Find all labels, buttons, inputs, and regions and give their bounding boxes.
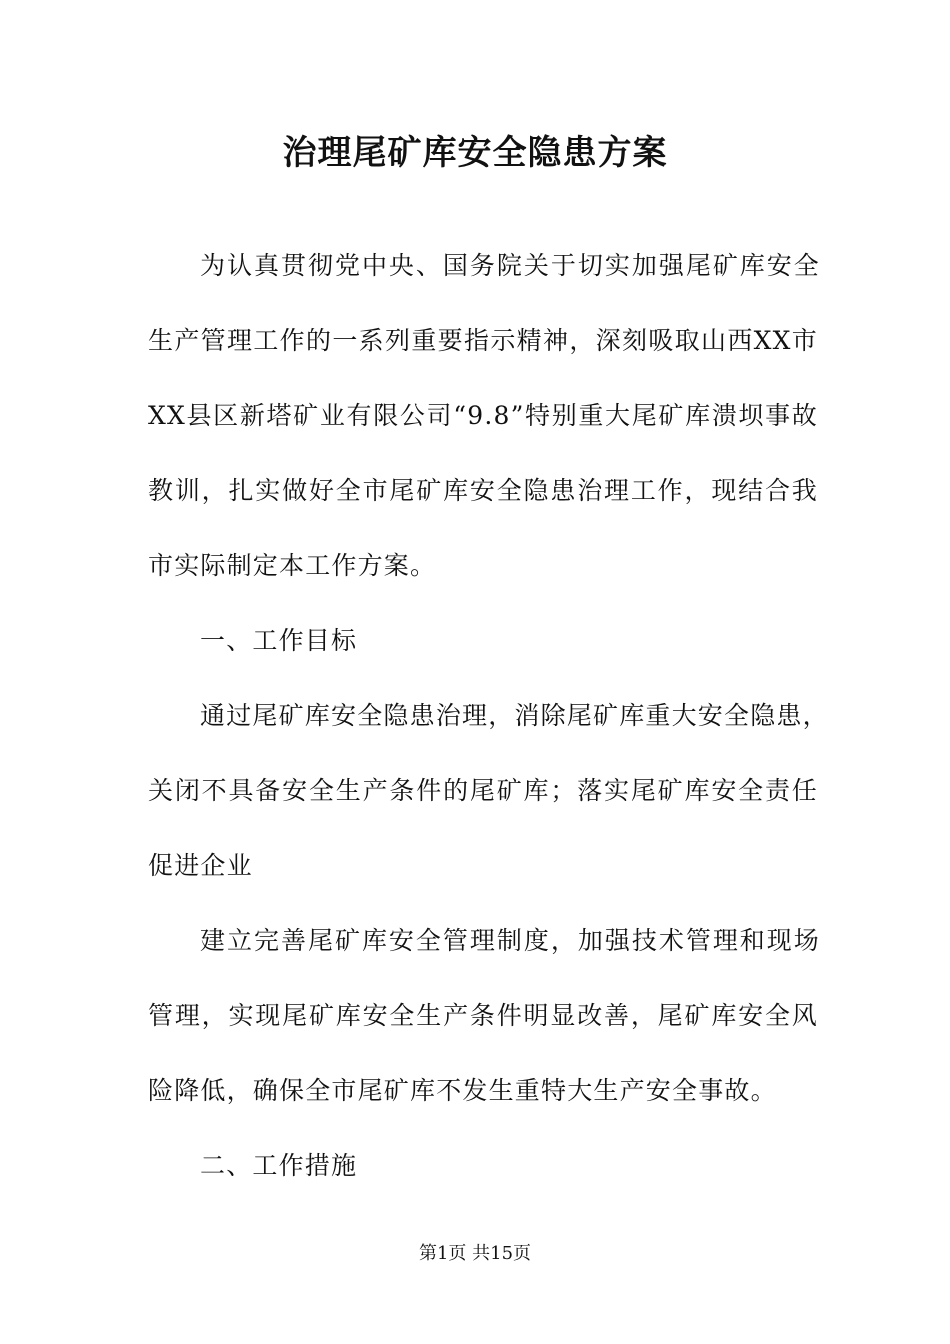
paragraph-line: XX县区新塔矿业有限公司“9.8”特别重大尾矿库溃坝事故 [148,401,818,430]
paragraph-line: 险降低，确保全市尾矿库不发生重特大生产安全事故。 [148,1076,777,1105]
paragraph-line: 促进企业 [148,851,253,880]
paragraph-line: 生产管理工作的一系列重要指示精神，深刻吸取山西XX市 [148,326,818,355]
paragraph-line: 市实际制定本工作方案。 [148,551,437,580]
paragraph-line: 通过尾矿库安全隐患治理，消除尾矿库重大安全隐患， [200,701,829,730]
section-heading: 一、工作目标 [200,626,358,655]
paragraph-line: 建立完善尾矿库安全管理制度，加强技术管理和现场 [200,926,820,955]
page-footer: 第1页 共15页 [418,1243,532,1264]
paragraph-line: 管理，实现尾矿库安全生产条件明显改善，尾矿库安全风 [148,1001,818,1030]
section-heading: 二、工作措施 [200,1151,358,1180]
paragraph-line: 关闭不具备安全生产条件的尾矿库；落实尾矿库安全责任 [148,776,818,805]
paragraph-line: 为认真贯彻党中央、国务院关于切实加强尾矿库安全 [200,251,820,280]
document-title: 治理尾矿库安全隐患方案 [282,133,668,173]
paragraph-line: 教训，扎实做好全市尾矿库安全隐患治理工作，现结合我 [148,476,818,505]
